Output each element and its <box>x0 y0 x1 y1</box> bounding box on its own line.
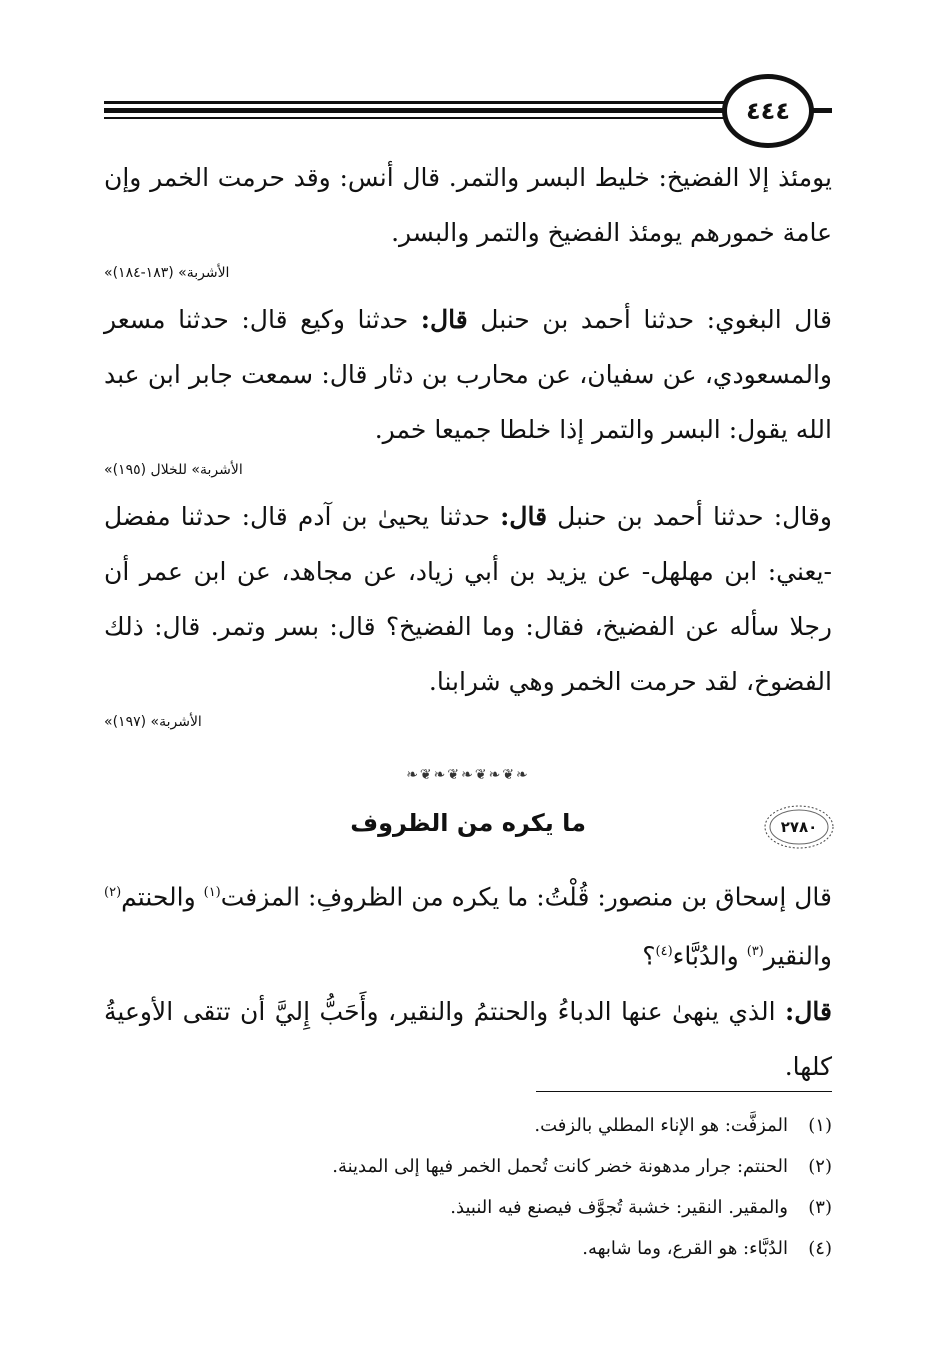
footnote-ref: (١) <box>203 885 221 900</box>
section-divider-ornament: ❧❦❧❦❧❦❧❦❧ <box>406 767 530 783</box>
section-number-badge <box>762 803 836 851</box>
source-citation: «الأشربة» للخلال (١٩٥) <box>104 462 243 478</box>
footnote-number: (٤) <box>808 1238 832 1259</box>
paragraph-text: حدثنا يحيىٰ بن آدم قال: حدثنا مفضل -يعني: ابن مهلهل- عن يزيد بن أبي زياد، عن مجاهد، عن ابن عمر أن رجلا سأله عن الفضيخ، فقال: وما الفضيخ؟ قال: بسر وتمر. قال: ذلك الفضوخ، لقد حرمت الخمر وهي شرابنا. <box>104 502 832 696</box>
header-rule <box>812 108 832 113</box>
section-heading <box>104 801 832 861</box>
footnote-ref: (٤) <box>655 944 673 960</box>
section-title: ما يكره من الظروف <box>350 809 586 837</box>
paragraph-text: ؟ <box>642 941 656 971</box>
header-rule <box>104 117 808 119</box>
question-paragraph <box>104 865 832 984</box>
footnote-number: (٣) <box>808 1197 832 1218</box>
footnote-item <box>104 1228 832 1269</box>
paragraph-text: والحنتم <box>121 882 204 912</box>
paragraph-text: حدثنا وكيع قال: حدثنا مسعر والمسعودي، عن سفيان، عن محارب بن دثار قال: سمعت جابر ابن عبد الله يقول: البسر والتمر إذا خلطا جميعا خمر. <box>104 305 832 444</box>
paragraph <box>104 489 832 709</box>
paragraph-text: والنقير <box>763 941 832 971</box>
paragraph-text: قال إسحاق بن منصور: قُلْتُ: ما يكره من الظروفِ: المزفت <box>220 882 833 912</box>
bold-label: قال: <box>420 305 468 334</box>
bold-label: قال: <box>500 502 548 531</box>
footnote-ref: (٢) <box>104 885 122 900</box>
footnote-text: والمقير. النقير: خشبة تُجوَّف فيصنع فيه النبيذ. <box>450 1197 788 1218</box>
answer-paragraph <box>104 984 832 1094</box>
source-citation: «الأشربة» (١٩٧) <box>104 714 202 730</box>
header-rule <box>104 101 808 104</box>
page-body <box>104 150 832 1094</box>
footnotes <box>104 1105 832 1269</box>
footnote-number: (٢) <box>808 1156 832 1177</box>
paragraph: يومئذ إلا الفضيخ: خليط البسر والتمر. قال أنس: وقد حرمت الخمر وإن عامة خمورهم يومئذ الفضيخ والتمر والبسر. <box>104 163 832 247</box>
footnote-item <box>104 1187 832 1228</box>
footnote-item <box>104 1146 832 1187</box>
paragraph-text: قال البغوي: حدثنا أحمد بن حنبل <box>467 305 833 334</box>
paragraph-text: وقال: حدثنا أحمد بن حنبل <box>547 502 832 531</box>
source-citation: «الأشربة» (١٨٣-١٨٤) <box>104 265 230 281</box>
paragraph <box>104 292 832 457</box>
footnote-text: الدُبَّاء: هو القرع، وما شابهه. <box>582 1238 788 1259</box>
footnote-text: الحنتم: جرار مدهونة خضر كانت تُحمل الخمر فيها إلى المدينة. <box>332 1156 788 1177</box>
header-rule <box>104 108 808 113</box>
footnote-ref: (٣) <box>746 944 764 960</box>
paragraph-text: والدُبَّاء <box>672 941 747 971</box>
paragraph-text: الذي ينهىٰ عنها الدباءُ والحنتمُ والنقير، وأَحَبُّ إِليَّ أن تتقى الأوعيةُ كلها. <box>104 996 832 1081</box>
page-header <box>0 0 936 150</box>
page-number: ٤٤٤ <box>722 74 814 148</box>
bold-label: قال: <box>785 996 832 1026</box>
footnote-text: المزفَّت: هو الإناء المطلي بالزفت. <box>534 1115 788 1136</box>
section-number: ٢٧٨٠ <box>780 818 818 836</box>
footnote-rule <box>536 1091 832 1092</box>
footnote-item <box>104 1105 832 1146</box>
footnote-number: (١) <box>808 1115 832 1136</box>
